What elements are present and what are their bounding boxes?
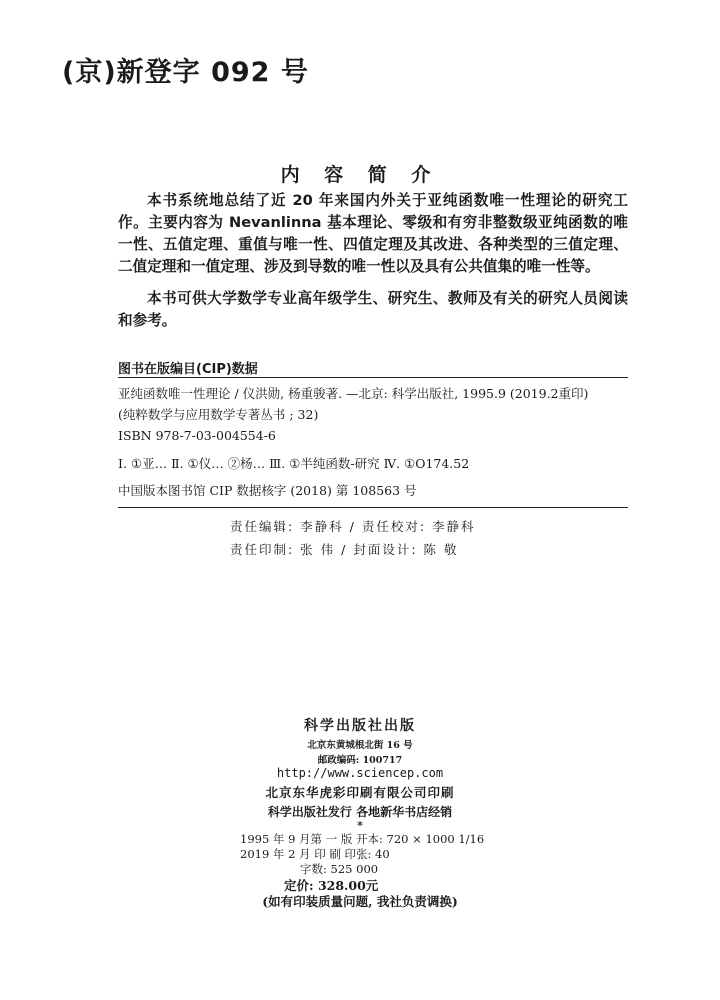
cip-series-line: (纯粹数学与应用数学专著丛书 ; 32) — [118, 407, 319, 422]
publisher-address: 北京东黄城根北街 16 号 — [307, 740, 413, 751]
registration-number: (京)新登字 092 号 — [62, 57, 309, 88]
cip-bottom-rule — [118, 507, 628, 508]
cip-isbn: ISBN 978-7-03-004554-6 — [118, 428, 276, 443]
publisher-website: http://www.sciencep.com — [276, 766, 444, 780]
staff-production: 责任印制: 张 伟 / 封面设计: 陈 敬 — [230, 542, 459, 557]
separator-star: * — [357, 819, 363, 832]
publisher-name: 科学出版社出版 — [304, 718, 416, 734]
printing-info: 2019 年 2 月 印 刷 印张: 40 — [240, 847, 390, 861]
summary-paragraph-1: 本书系统地总结了近 20 年来国内外关于亚纯函数唯一性理论的研究工作。主要内容为 Nevanlinna 基本理论、零级和有穷非整数级亚纯函数的唯一性、五值定理、重值与唯一性、四值定理及其改进、各种类型的三值定理、二值定理和一值定理、涉及到导数的唯一性以及具有公共值集的唯一性等。 — [118, 192, 628, 275]
word-count: 字数: 525 000 — [300, 862, 379, 876]
printer-name: 北京东华虎彩印刷有限公司印刷 — [265, 785, 455, 800]
distribution-info: 科学出版社发行 各地新华书店经销 — [267, 805, 453, 819]
summary-title: 内 容 简 介 — [280, 164, 440, 186]
cip-classification: Ⅰ. ①亚… Ⅱ. ①仪… ②杨… Ⅲ. ①半纯函数-研究 Ⅳ. ①O174.52 — [118, 456, 470, 471]
book-price: 定价: 328.00元 — [284, 878, 379, 893]
publisher-postcode: 邮政编码: 100717 — [317, 755, 403, 766]
staff-editors: 责任编辑: 李静科 / 责任校对: 李静科 — [230, 519, 476, 534]
cip-data-number: 中国版本图书馆 CIP 数据核字 (2018) 第 108563 号 — [118, 483, 417, 498]
edition-info: 1995 年 9 月第 一 版 开本: 720 × 1000 1/16 — [240, 832, 485, 846]
summary-paragraph-2: 本书可供大学数学专业高年级学生、研究生、教师及有关的研究人员阅读和参考。 — [118, 290, 628, 329]
quality-notice: (如有印装质量问题, 我社负责调换) — [262, 894, 458, 909]
cip-heading: 图书在版编目(CIP)数据 — [118, 362, 258, 377]
cip-title-line: 亚纯函数唯一性理论 / 仪洪勋, 杨重骏著. —北京: 科学出版社, 1995.9 (2019.2重印) — [118, 386, 589, 401]
cip-top-rule — [118, 377, 628, 378]
